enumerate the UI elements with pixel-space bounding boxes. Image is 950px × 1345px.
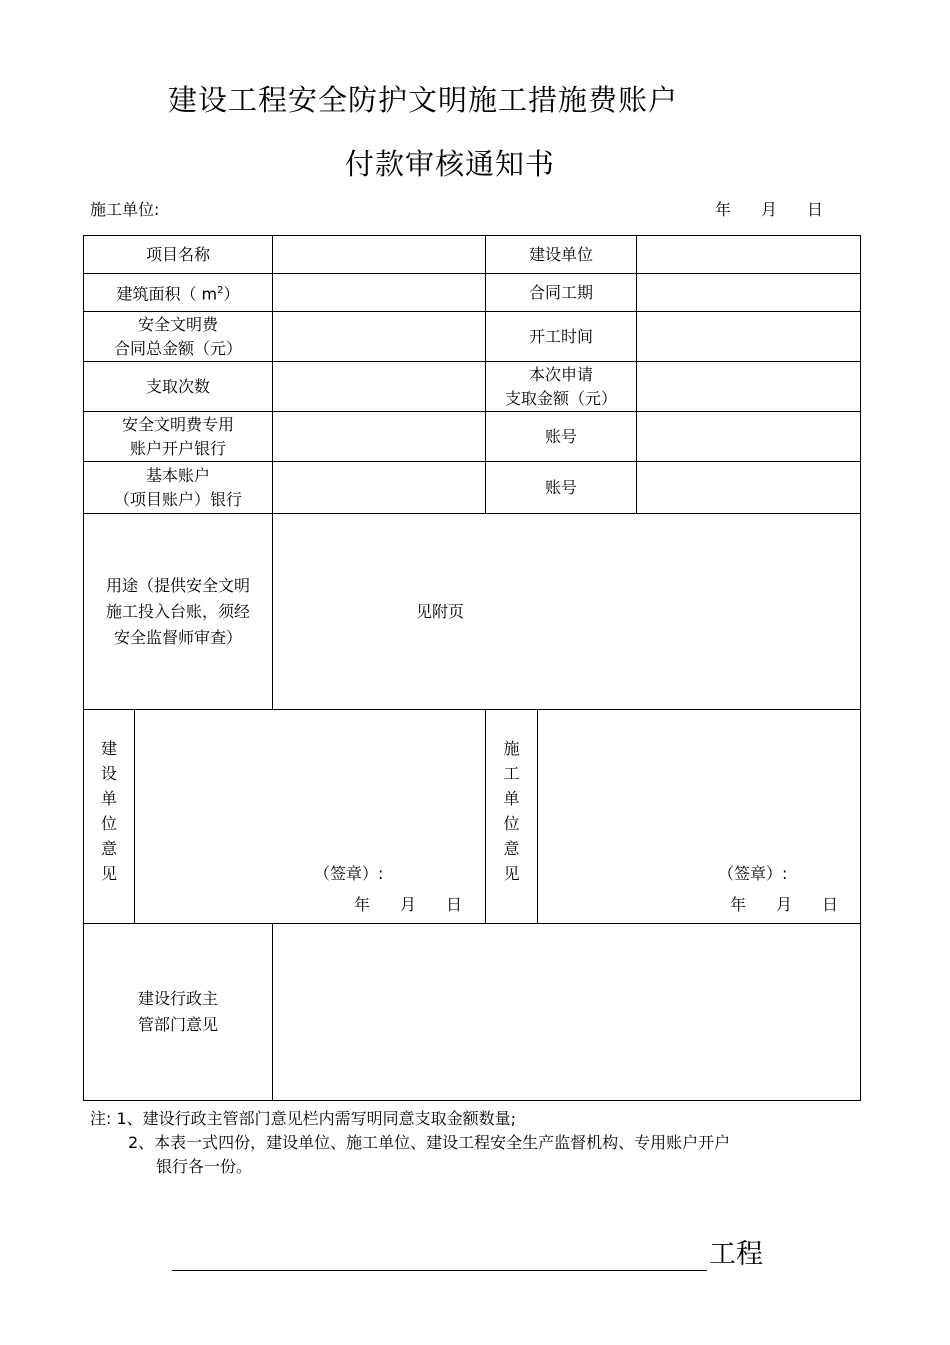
builder-opinion-field[interactable] <box>135 710 486 924</box>
title-line-2: 付款审核通知书 <box>345 147 556 181</box>
title-line-1: 建设工程安全防护文明施工措施费账户 <box>168 83 679 117</box>
project-suffix: 工程 <box>709 1239 763 1270</box>
project-name-blank[interactable] <box>172 1240 707 1271</box>
note-2-continued: 银行各一份。 <box>156 1157 253 1176</box>
purpose-value[interactable]: 见附页 <box>273 514 861 710</box>
construction-unit-cell-label: 建设单位 <box>486 236 637 274</box>
withdraw-count-label: 支取次数 <box>84 362 273 412</box>
apply-amount-label: 本次申请 支取金额（元） <box>486 362 637 412</box>
date-day: 日 <box>807 200 824 219</box>
contractor-date: 年 月 日 <box>730 895 839 914</box>
project-name-field[interactable] <box>273 236 486 274</box>
builder-date: 年 月 日 <box>354 895 463 914</box>
contractor-opinion-label: 施 工 单 位 意 见 <box>486 710 538 924</box>
account-number-label-2: 账号 <box>486 462 637 514</box>
fee-total-field[interactable] <box>273 312 486 362</box>
start-time-label: 开工时间 <box>486 312 637 362</box>
project-name-footer <box>172 1232 763 1271</box>
purpose-label: 用途（提供安全文明 施工投入台账，须经 安全监督师审查） <box>84 514 273 710</box>
withdraw-count-field[interactable] <box>273 362 486 412</box>
fee-total-label: 安全文明费 合同总金额（元） <box>84 312 273 362</box>
account-number-field-1[interactable] <box>637 412 861 462</box>
date-year: 年 <box>715 200 732 219</box>
contract-period-label: 合同工期 <box>486 274 637 312</box>
builder-seal-label: （签章）: <box>314 864 384 883</box>
basic-account-bank-field[interactable] <box>273 462 486 514</box>
dedicated-bank-field[interactable] <box>273 412 486 462</box>
note-2: 2、本表一式四份，建设单位、施工单位、建设工程安全生产监督机构、专用账户开户 <box>128 1133 731 1152</box>
dedicated-bank-label: 安全文明费专用 账户开户银行 <box>84 412 273 462</box>
project-name-label: 项目名称 <box>84 236 273 274</box>
admin-opinion-label: 建设行政主 管部门意见 <box>84 924 273 1101</box>
header-date <box>715 197 823 220</box>
contract-period-field[interactable] <box>637 274 861 312</box>
notes <box>90 1107 730 1179</box>
building-area-field[interactable] <box>273 274 486 312</box>
contractor-opinion-field[interactable] <box>538 710 861 924</box>
construction-unit-field[interactable] <box>637 236 861 274</box>
start-time-field[interactable] <box>637 312 861 362</box>
basic-account-bank-label: 基本账户 （项目账户）银行 <box>84 462 273 514</box>
account-number-field-2[interactable] <box>637 462 861 514</box>
contractor-seal-label: （签章）: <box>718 864 788 883</box>
approval-form-table <box>83 235 861 1101</box>
building-area-label: 建筑面积（ $m^2$） <box>84 274 273 312</box>
admin-opinion-field[interactable] <box>273 924 861 1101</box>
note-1: 注: 1、建设行政主管部门意见栏内需写明同意支取金额数量; <box>90 1109 517 1128</box>
builder-opinion-label: 建 设 单 位 意 见 <box>84 710 135 924</box>
account-number-label-1: 账号 <box>486 412 637 462</box>
date-month: 月 <box>761 200 778 219</box>
apply-amount-field[interactable] <box>637 362 861 412</box>
construction-unit-label: 施工单位: <box>90 200 160 219</box>
